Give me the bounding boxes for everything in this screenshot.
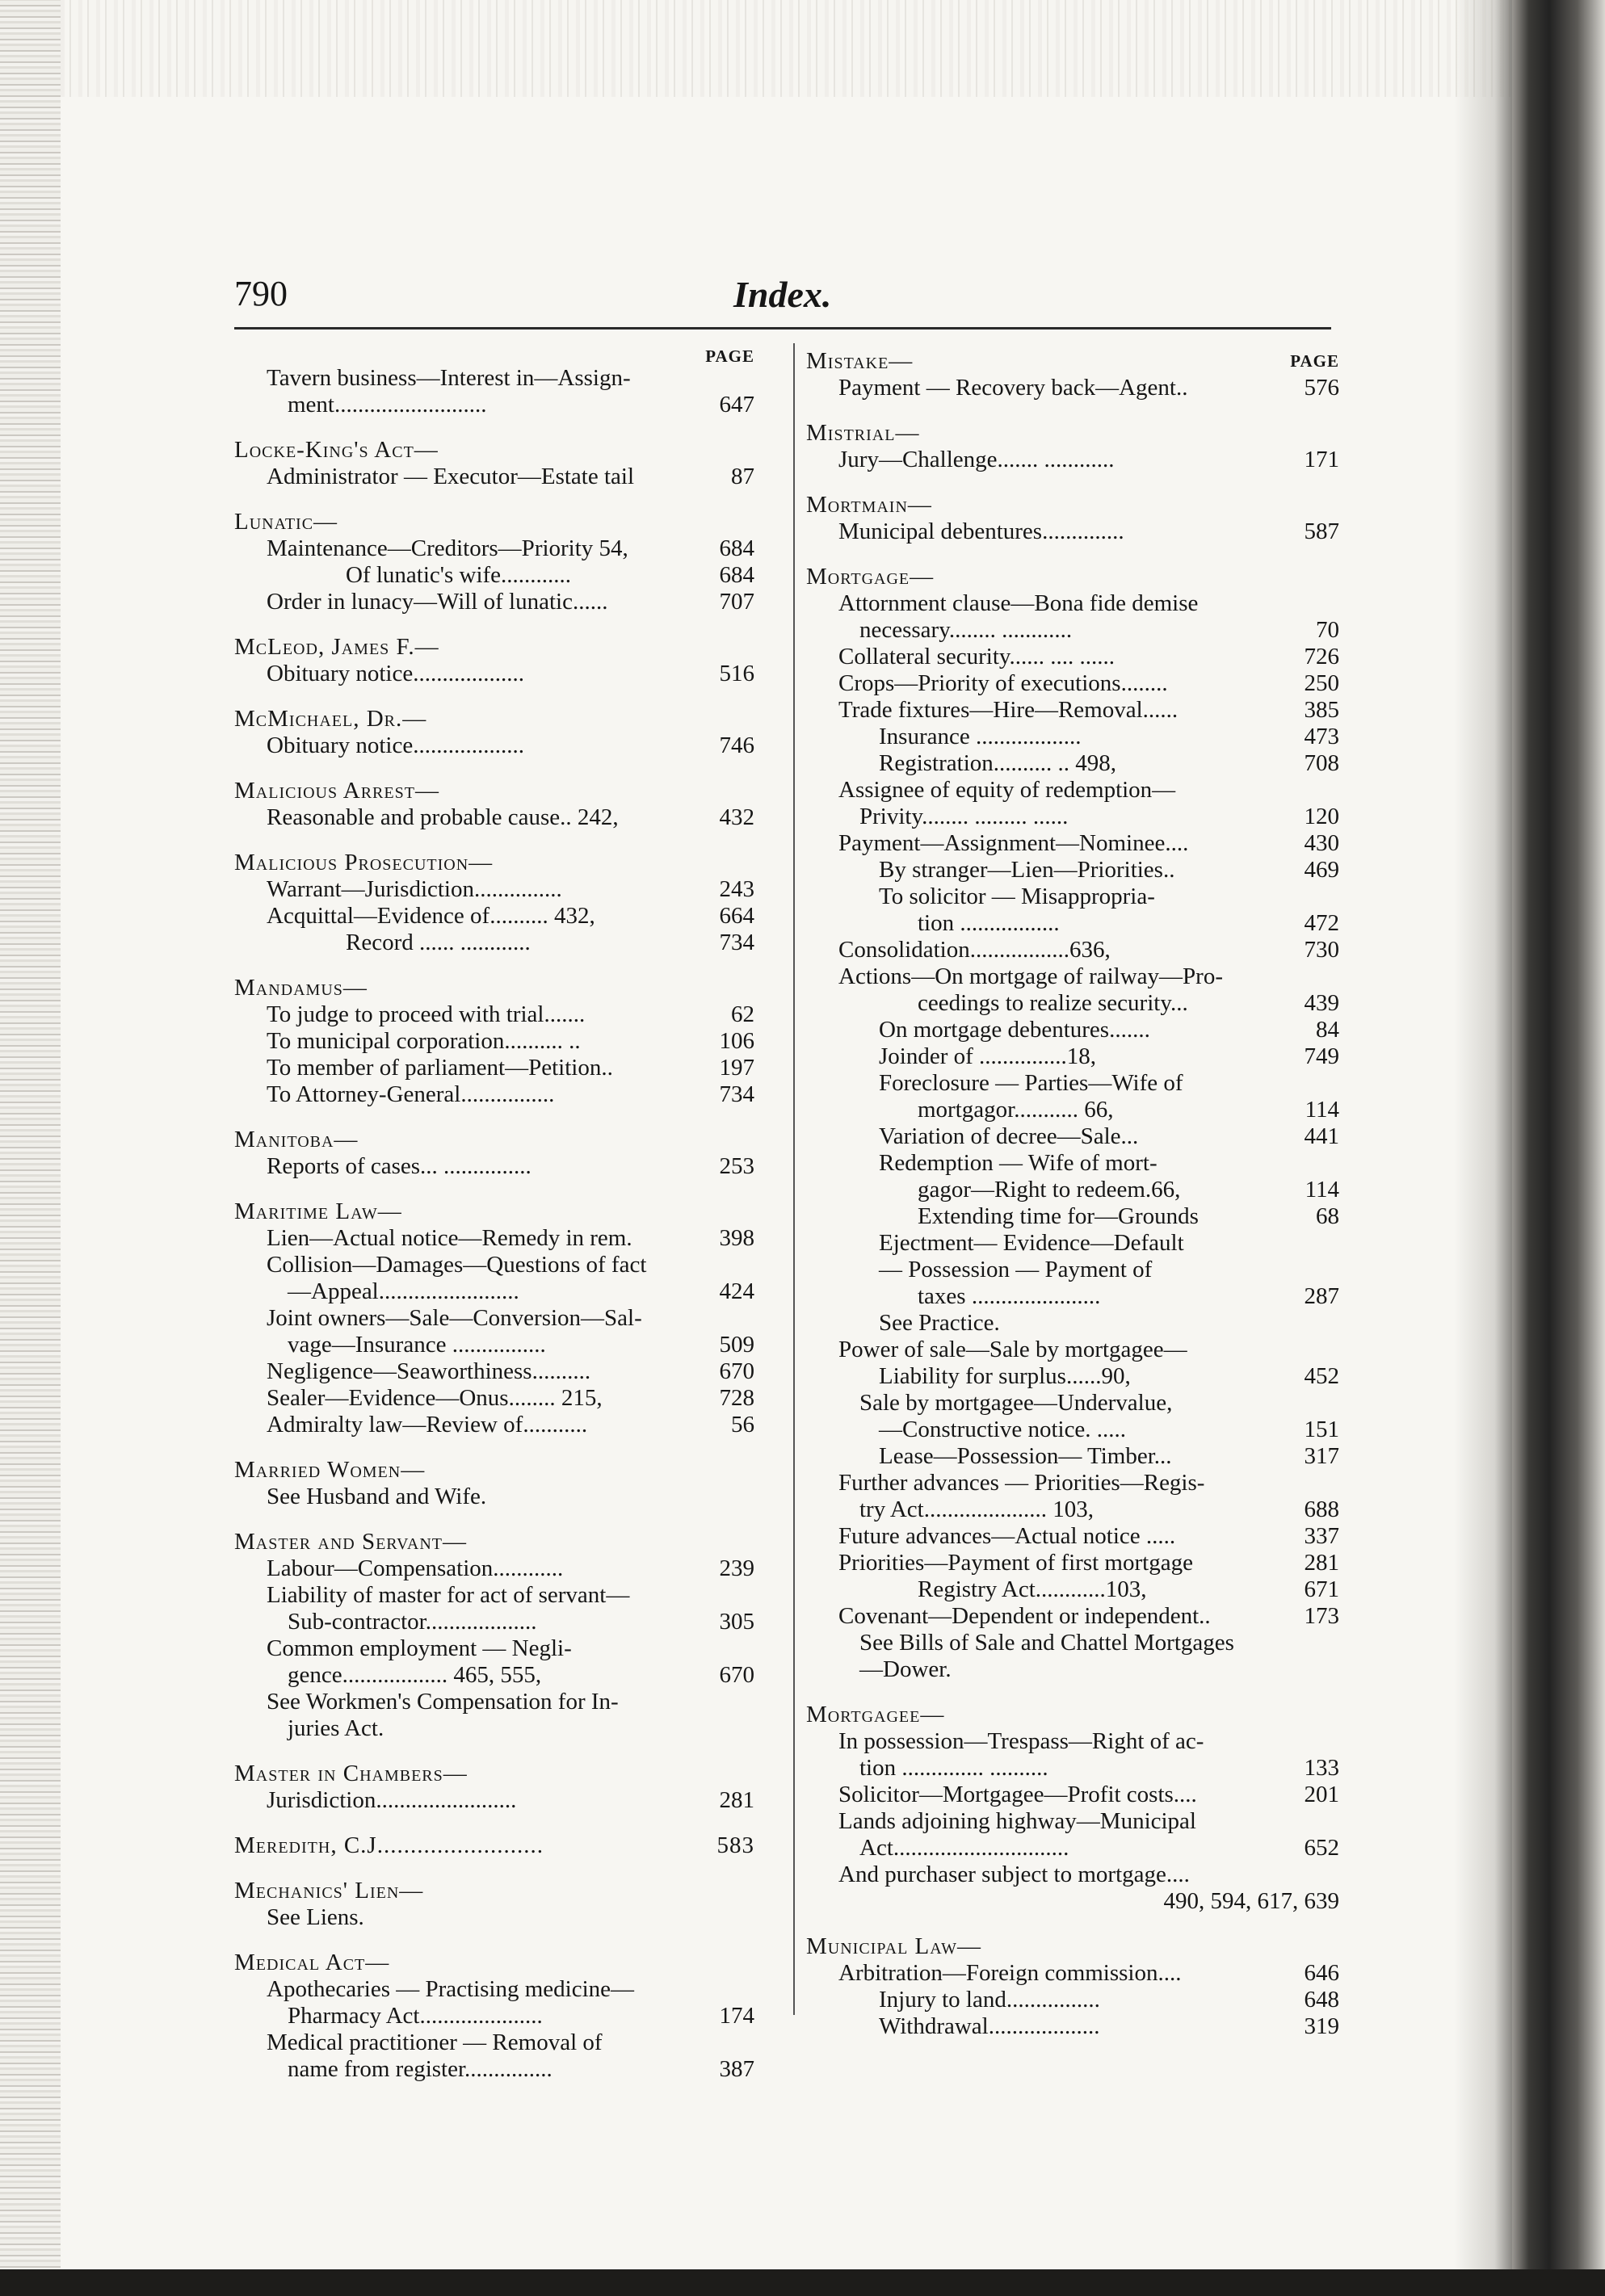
- entry-text: Labour—Compensation............: [267, 1555, 564, 1581]
- entry-text: —Dower.: [859, 1656, 952, 1682]
- index-entry: [806, 1835, 1339, 1862]
- page-ref: 114: [1305, 1097, 1339, 1123]
- index-entry: [806, 1417, 1339, 1443]
- entry-text: And purchaser subject to mortgage....: [838, 1862, 1190, 1887]
- index-entry: [234, 1278, 754, 1305]
- index-entry: [806, 1987, 1339, 2013]
- page-column-label: PAGE: [705, 346, 754, 366]
- page-ref: 587: [1304, 518, 1339, 544]
- index-entry: [806, 1755, 1339, 1782]
- index-heading: Malicious Prosecution—: [234, 850, 494, 875]
- index-entry: [234, 1689, 754, 1715]
- index-entry: [806, 1177, 1339, 1203]
- index-heading: [234, 1832, 754, 1859]
- index-entry: [806, 1576, 1339, 1603]
- page-ref: 746: [719, 732, 754, 758]
- index-entry: [806, 1257, 1339, 1283]
- entry-text: Collateral security...... .... ......: [838, 644, 1116, 669]
- entry-text: Actions—On mortgage of railway—Pro-: [838, 963, 1223, 989]
- entry-text: Of lunatic's wife............: [346, 562, 572, 588]
- index-entry: [234, 1252, 754, 1278]
- entry-text: Registration.......... .. 498,: [879, 750, 1117, 776]
- entry-text: Future advances—Actual notice .....: [838, 1523, 1176, 1549]
- entry-text: Common employment — Negli-: [267, 1635, 572, 1661]
- page-ref: 432: [719, 804, 754, 830]
- entry-text: Obituary notice...................: [267, 732, 524, 758]
- index-entry: [234, 1081, 754, 1108]
- index-entry: [806, 670, 1339, 697]
- index-entry: [234, 1225, 754, 1252]
- entry-text: Jurisdiction........................: [267, 1787, 517, 1813]
- index-entry: [234, 2003, 754, 2029]
- index-entry: [806, 590, 1339, 617]
- index-entry: [806, 1728, 1339, 1755]
- entry-text: Municipal debentures..............: [838, 518, 1124, 544]
- index-entry: [806, 1363, 1339, 1390]
- index-entry: [806, 724, 1339, 750]
- page-ref: 243: [719, 876, 754, 902]
- entry-text: Insurance ..................: [879, 724, 1082, 749]
- index-entry: [806, 884, 1339, 910]
- index-entry: [806, 518, 1339, 545]
- entry-text: mortgagor........... 66,: [918, 1097, 1114, 1123]
- index-entry: [806, 777, 1339, 804]
- entry-text: Power of sale—Sale by mortgagee—: [838, 1337, 1187, 1362]
- index-entry: [806, 1017, 1339, 1043]
- index-entry: [234, 903, 754, 930]
- index-entry: [806, 1123, 1339, 1150]
- page-ref: 684: [719, 535, 754, 561]
- entry-text: Maintenance—Creditors—Priority 54,: [267, 535, 628, 561]
- entry-text: Pharmacy Act.....................: [288, 2003, 543, 2029]
- scan-edge-bottom: [0, 2269, 1605, 2296]
- index-entry: [234, 562, 754, 589]
- index-entry: [806, 804, 1339, 830]
- index-entry: [234, 1662, 754, 1689]
- entry-text: Record ...... ............: [346, 930, 531, 955]
- page-ref: 253: [719, 1153, 754, 1179]
- index-entry: [234, 1332, 754, 1358]
- page-ref: 106: [719, 1028, 754, 1054]
- entry-text: Lands adjoining highway—Municipal: [838, 1808, 1196, 1834]
- page-ref: 730: [1304, 937, 1339, 963]
- entry-text: Obituary notice...................: [267, 661, 524, 686]
- index-entry: [234, 1635, 754, 1662]
- entry-text: Further advances — Priorities—Regis-: [838, 1470, 1205, 1496]
- entry-text: juries Act.: [288, 1715, 384, 1741]
- index-entry: [234, 464, 754, 490]
- entry-text: Registry Act............103,: [918, 1576, 1147, 1602]
- page-ref: 84: [1316, 1017, 1339, 1043]
- entry-text: tion .............. ..........: [859, 1755, 1048, 1781]
- page-ref: 114: [1305, 1177, 1339, 1203]
- index-entry: [806, 937, 1339, 963]
- page-ref: 734: [719, 930, 754, 955]
- index-entry: [806, 1782, 1339, 1808]
- entry-text: ment..........................: [288, 392, 487, 418]
- index-entry: [234, 1028, 754, 1055]
- index-entry: [234, 1609, 754, 1635]
- page-ref: 648: [1304, 1987, 1339, 2013]
- page-ref: 385: [1304, 697, 1339, 723]
- index-entry: [806, 617, 1339, 644]
- entry-text: Withdrawal...................: [879, 2013, 1100, 2039]
- index-entry: [806, 1862, 1339, 1888]
- page-ref: 151: [1304, 1417, 1339, 1442]
- index-heading: Mechanics' Lien—: [234, 1878, 424, 1904]
- page-ref: 250: [1304, 670, 1339, 696]
- scan-noise-top: [61, 0, 1515, 97]
- entry-text: name from register...............: [288, 2056, 553, 2082]
- index-entry: [234, 1305, 754, 1332]
- entry-text: See Workmen's Compensation for In-: [267, 1689, 619, 1715]
- index-entry: [806, 1310, 1339, 1337]
- index-entry: [806, 1203, 1339, 1230]
- index-heading: Mistake—: [806, 348, 914, 374]
- page-ref: 469: [1304, 857, 1339, 883]
- page-ref: 430: [1304, 830, 1339, 856]
- entry-text: Reasonable and probable cause.. 242,: [267, 804, 619, 830]
- entry-text: Administrator — Executor—Estate tail: [267, 464, 635, 489]
- page-ref: 62: [731, 1001, 754, 1027]
- index-heading: Mortgage—: [806, 564, 935, 590]
- entry-text: See Practice.: [879, 1310, 1000, 1336]
- index-heading: Mistrial—: [806, 420, 920, 446]
- entry-text: Trade fixtures—Hire—Removal......: [838, 697, 1179, 723]
- page-ref: 647: [719, 392, 754, 418]
- index-heading: Master and Servant—: [234, 1529, 468, 1555]
- binding-edge-left: [0, 0, 61, 2296]
- entry-text: On mortgage debentures.......: [879, 1017, 1150, 1043]
- index-entry: [806, 1097, 1339, 1123]
- index-heading: Master in Chambers—: [234, 1761, 468, 1786]
- index-entry: [806, 1603, 1339, 1630]
- page-ref: 646: [1304, 1960, 1339, 1986]
- page-ref: 728: [719, 1385, 754, 1411]
- entry-text: See Bills of Sale and Chattel Mortgages: [859, 1630, 1234, 1656]
- entry-text: To solicitor — Misappropria-: [879, 884, 1155, 909]
- entry-text: See Husband and Wife.: [267, 1484, 487, 1509]
- page-ref: 671: [1304, 1576, 1339, 1602]
- entry-text: Privity........ ......... ......: [859, 804, 1069, 829]
- index-entry: [234, 589, 754, 615]
- index-entry: [234, 1976, 754, 2003]
- entry-text: Joint owners—Sale—Conversion—Sal-: [267, 1305, 642, 1331]
- page-ref: 317: [1304, 1443, 1339, 1469]
- page-title: Index.: [733, 274, 832, 315]
- entry-text: Extending time for—Grounds: [918, 1203, 1199, 1229]
- page-ref: 174: [719, 2003, 754, 2029]
- entry-text: Sale by mortgagee—Undervalue,: [859, 1390, 1173, 1416]
- entry-text: Liability for surplus......90,: [879, 1363, 1131, 1389]
- page-ref: 452: [1304, 1363, 1339, 1389]
- page-ref: 707: [719, 589, 754, 615]
- page-ref: 670: [719, 1662, 754, 1688]
- index-column-right: [806, 347, 1339, 2040]
- entry-text: Jury—Challenge....... ............: [838, 447, 1115, 472]
- index-entry: [234, 661, 754, 687]
- index-entry: [806, 750, 1339, 777]
- entry-text: tion .................: [918, 910, 1060, 936]
- index-entry: [806, 1888, 1339, 1915]
- entry-text: Sealer—Evidence—Onus........ 215,: [267, 1385, 603, 1411]
- entry-text: Admiralty law—Review of...........: [267, 1412, 588, 1438]
- entry-text: Attornment clause—Bona fide demise: [838, 590, 1199, 616]
- page-ref: 664: [719, 903, 754, 929]
- index-entry: [234, 1153, 754, 1180]
- index-heading: Manitoba—: [234, 1127, 359, 1152]
- page-ref: 749: [1304, 1043, 1339, 1069]
- entry-text: Assignee of equity of redemption—: [838, 777, 1176, 803]
- index-heading: Mandamus—: [234, 975, 368, 1001]
- page-ref: 684: [719, 562, 754, 588]
- page-ref: 473: [1304, 724, 1339, 749]
- entry-text: Apothecaries — Practising medicine—: [267, 1976, 635, 2002]
- entry-text: gence.................. 465, 555,: [288, 1662, 542, 1688]
- index-entry: [806, 1656, 1339, 1683]
- header-rule: [234, 327, 1331, 329]
- page-ref: 652: [1304, 1835, 1339, 1861]
- index-entry: [234, 1904, 754, 1931]
- index-entry: [806, 963, 1339, 990]
- entry-text: To member of parliament—Petition..: [267, 1055, 613, 1081]
- index-heading: Medical Act—: [234, 1950, 390, 1975]
- entry-text: Variation of decree—Sale...: [879, 1123, 1139, 1149]
- index-entry: [234, 1715, 754, 1742]
- entry-text: To Attorney-General................: [267, 1081, 555, 1107]
- entry-text: Lease—Possession— Timber...: [879, 1443, 1172, 1469]
- page-ref: 201: [1304, 1782, 1339, 1807]
- page-ref: 87: [731, 464, 754, 489]
- entry-text: Medical practitioner — Removal of: [267, 2029, 603, 2055]
- page-ref: 688: [1304, 1496, 1339, 1522]
- entry-text: Order in lunacy—Will of lunatic......: [267, 589, 608, 615]
- index-entry: [234, 365, 754, 392]
- column-divider: [793, 343, 795, 2015]
- page-ref: 441: [1304, 1123, 1339, 1149]
- page-shadow-right: [1454, 0, 1512, 2296]
- index-entry: [806, 1470, 1339, 1496]
- page-ref: 133: [1304, 1755, 1339, 1781]
- page-ref: 68: [1316, 1203, 1339, 1229]
- index-heading: Municipal Law—: [806, 1933, 981, 1959]
- page-column-label: PAGE: [1290, 351, 1339, 371]
- page-ref: 281: [1304, 1550, 1339, 1576]
- page-header: [234, 273, 1331, 329]
- page-ref: 424: [719, 1278, 754, 1304]
- page-ref: 319: [1304, 2013, 1339, 2039]
- index-heading: Mortgagee—: [806, 1702, 945, 1727]
- page-ref: 576: [1304, 375, 1339, 401]
- entry-text: By stranger—Lien—Priorities..: [879, 857, 1175, 883]
- entry-text: Payment — Recovery back—Agent..: [838, 375, 1188, 401]
- page-ref: 583: [716, 1832, 754, 1858]
- index-entry: [234, 876, 754, 903]
- entry-text: Arbitration—Foreign commission....: [838, 1960, 1182, 1986]
- entry-text: To judge to proceed with trial.......: [267, 1001, 586, 1027]
- index-entry: [806, 1390, 1339, 1417]
- page-ref: 472: [1304, 910, 1339, 936]
- index-entry: [234, 732, 754, 759]
- index-heading: Locke-King's Act—: [234, 437, 439, 463]
- page-ref: 726: [1304, 644, 1339, 669]
- page-ref: 239: [719, 1555, 754, 1581]
- index-entry: [806, 1496, 1339, 1523]
- index-entry: [806, 1443, 1339, 1470]
- index-entry: [806, 990, 1339, 1017]
- page-ref: 70: [1316, 617, 1339, 643]
- index-entry: [806, 1523, 1339, 1550]
- index-entry: [806, 1337, 1339, 1363]
- index-entry: [806, 2013, 1339, 2040]
- index-entry: [234, 1787, 754, 1814]
- index-entry: [234, 2029, 754, 2056]
- column-head-row: [806, 347, 1339, 375]
- entry-text: —Constructive notice. .....: [879, 1417, 1127, 1442]
- index-entry: [234, 1484, 754, 1510]
- index-entry: [234, 1001, 754, 1028]
- entry-text: Injury to land................: [879, 1987, 1100, 2013]
- entry-text: Act..............................: [859, 1835, 1069, 1861]
- page-ref: 173: [1304, 1603, 1339, 1629]
- index-heading: Lunatic—: [234, 509, 338, 535]
- entry-text: Sub-contractor...................: [288, 1609, 537, 1635]
- page-ref: 197: [719, 1055, 754, 1081]
- index-entry: [806, 644, 1339, 670]
- index-entry: [234, 1412, 754, 1438]
- index-heading: Married Women—: [234, 1457, 426, 1483]
- entry-text: necessary........ ............: [859, 617, 1073, 643]
- entry-text: Acquittal—Evidence of.......... 432,: [267, 903, 595, 929]
- index-entry: [234, 392, 754, 418]
- entry-text: Solicitor—Mortgagee—Profit costs....: [838, 1782, 1197, 1807]
- index-entry: [234, 1582, 754, 1609]
- page-ref: 670: [719, 1358, 754, 1384]
- index-entry: [234, 1358, 754, 1385]
- entry-text: Crops—Priority of executions........: [838, 670, 1168, 696]
- page-ref: 337: [1304, 1523, 1339, 1549]
- page-ref: 439: [1304, 990, 1339, 1016]
- entry-text: try Act..................... 103,: [859, 1496, 1094, 1522]
- index-entry: [234, 1055, 754, 1081]
- index-entry: [234, 535, 754, 562]
- heading-text: Meredith, C.J.........................: [234, 1832, 544, 1858]
- entry-text: Covenant—Dependent or independent..: [838, 1603, 1211, 1629]
- entry-text: See Liens.: [267, 1904, 364, 1930]
- entry-text: — Possession — Payment of: [879, 1257, 1153, 1282]
- index-entry: [806, 447, 1339, 473]
- entry-text: ceedings to realize security...: [918, 990, 1188, 1016]
- page-ref: 708: [1304, 750, 1339, 776]
- index-entry: [806, 1283, 1339, 1310]
- entry-text: Liability of master for act of servant—: [267, 1582, 630, 1608]
- index-column-left: [234, 347, 754, 2083]
- index-entry: [234, 2056, 754, 2083]
- index-heading: Mortmain—: [806, 492, 932, 518]
- entry-text: Negligence—Seaworthiness..........: [267, 1358, 591, 1384]
- index-heading: McMichael, Dr.—: [234, 706, 427, 732]
- page-ref: 509: [719, 1332, 754, 1358]
- index-entry: [806, 830, 1339, 857]
- page-ref: 490, 594, 617, 639: [1163, 1888, 1339, 1914]
- entry-text: Payment—Assignment—Nominee....: [838, 830, 1189, 856]
- index-entry: [806, 910, 1339, 937]
- index-entry: [234, 1555, 754, 1582]
- entry-text: Tavern business—Interest in—Assign-: [267, 365, 631, 391]
- index-entry: [806, 857, 1339, 884]
- index-entry: [806, 375, 1339, 401]
- page-ref: 516: [719, 661, 754, 686]
- entry-text: Foreclosure — Parties—Wife of: [879, 1070, 1183, 1096]
- entry-text: Priorities—Payment of first mortgage: [838, 1550, 1193, 1576]
- entry-text: To municipal corporation.......... ..: [267, 1028, 581, 1054]
- index-heading: Malicious Arrest—: [234, 778, 439, 804]
- page-ref: 56: [731, 1412, 754, 1438]
- page-ref: 281: [719, 1787, 754, 1813]
- binding-edge-right: [1512, 0, 1605, 2296]
- entry-text: Reports of cases... ...............: [267, 1153, 531, 1179]
- page-ref: 305: [719, 1609, 754, 1635]
- entry-text: —Appeal........................: [288, 1278, 519, 1304]
- page-ref: 171: [1304, 447, 1339, 472]
- index-entry: [806, 1808, 1339, 1835]
- entry-text: Collision—Damages—Questions of fact: [267, 1252, 647, 1278]
- index-entry: [806, 1070, 1339, 1097]
- index-entry: [806, 1043, 1339, 1070]
- index-entry: [806, 1550, 1339, 1576]
- entry-text: In possession—Trespass—Right of ac-: [838, 1728, 1204, 1754]
- entry-text: Warrant—Jurisdiction...............: [267, 876, 562, 902]
- index-entry: [806, 1960, 1339, 1987]
- index-entry: [806, 1150, 1339, 1177]
- entry-text: Lien—Actual notice—Remedy in rem.: [267, 1225, 632, 1251]
- index-entry: [806, 1230, 1339, 1257]
- index-heading: Maritime Law—: [234, 1198, 402, 1224]
- page-ref: 398: [719, 1225, 754, 1251]
- index-entry: [234, 1385, 754, 1412]
- index-entry: [806, 1630, 1339, 1656]
- index-entry: [234, 930, 754, 956]
- page-ref: 734: [719, 1081, 754, 1107]
- page-ref: 120: [1304, 804, 1339, 829]
- entry-text: Joinder of ...............18,: [879, 1043, 1097, 1069]
- entry-text: Redemption — Wife of mort-: [879, 1150, 1158, 1176]
- index-entry: [234, 804, 754, 831]
- entry-text: gagor—Right to redeem.66,: [918, 1177, 1181, 1203]
- entry-text: Consolidation.................636,: [838, 937, 1111, 963]
- entry-text: vage—Insurance ................: [288, 1332, 546, 1358]
- page-ref: 387: [719, 2056, 754, 2082]
- page-ref: 287: [1304, 1283, 1339, 1309]
- entry-text: Ejectment— Evidence—Default: [879, 1230, 1184, 1256]
- index-heading: McLeod, James F.—: [234, 634, 439, 660]
- page-number: 790: [234, 274, 288, 313]
- index-entry: [806, 697, 1339, 724]
- entry-text: taxes ......................: [918, 1283, 1101, 1309]
